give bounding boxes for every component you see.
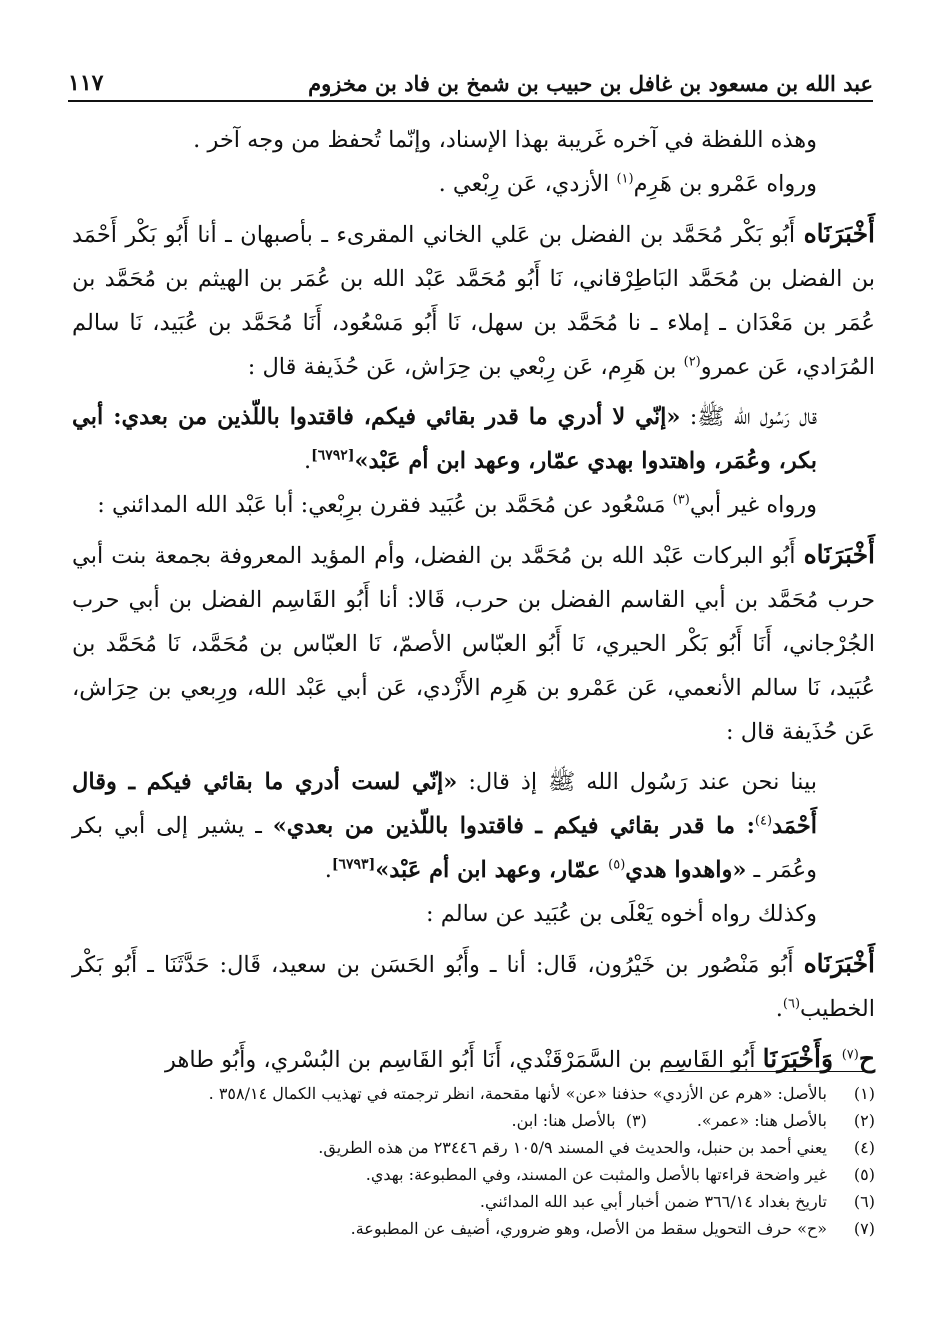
footnote-number: (٤) <box>853 1138 875 1157</box>
paragraph-2-text-a: ورواه عَمْرو بن هَرِم <box>633 171 817 197</box>
hadith-number-6792: [٦٧٩٢] <box>311 447 355 464</box>
footnote-marker-2: (٢) <box>683 354 701 370</box>
footnote-text: بالأصل هنا: «عمر». <box>696 1111 827 1130</box>
isnad-lead-word: أَخْبَرَنَاه <box>803 540 875 569</box>
paragraph-3-text: أَبُو بَكْر مُحَمَّد بن الفضل بن عَلي الخاني المقرىء ـ بأصبهان ـ أنا أَبُو بَكْر أَحْمَد بن الفضل بن مُحَمَّد البَاطِرْقاني، نَا أَبُو مُحَمَّد عَبْد الله بن عُمَر بن الهيثم بن مُحَمَّد بن عُمَر بن مَعْدَان ـ إملاء ـ نا مُحَمَّد بن سهل، نَا أَبُو مَسْعُود، أَنَا مُحَمَّد بن عُبَيد، نَا سالم المُرَادي، عَن عمرو <box>72 222 875 380</box>
footnote-4 <box>160 1134 875 1161</box>
footnote-1 <box>160 1080 875 1107</box>
paragraph-4 <box>72 395 875 483</box>
footnote-7 <box>160 1215 875 1242</box>
footnote-2-3 <box>160 1107 875 1134</box>
paragraph-4-intro: قال رَسُول الله ﷺ: <box>680 404 817 430</box>
footnote-text: «ح» حرف التحويل سقط من الأصل، وهو ضروري، أضيف عن المطبوعة. <box>350 1219 827 1238</box>
paragraph-10-text: أَبُو القَاسِم بن السَّمَرْقَنْدي، أَنَا أَبُو القَاسِم بن البُسْري، وأَبُو طاهر <box>165 1047 763 1073</box>
running-title: عبد الله بن مسعود بن غافل بن حبيب بن شمخ بن فاد بن مخزوم <box>308 71 873 96</box>
footnote-number: (٢) <box>853 1111 875 1130</box>
footnote-text: تاريخ بغداد ٣٦٦/١٤ ضمن أخبار أبي عبد الله المدائني. <box>479 1192 827 1211</box>
isnad-lead-word: أَخْبَرَنَاه <box>803 219 875 248</box>
footnote-6 <box>160 1188 875 1215</box>
footnote-number: (٥) <box>853 1165 875 1184</box>
paragraph-9-end: . <box>775 996 783 1022</box>
page-number: ١١٧ <box>68 70 104 96</box>
paragraph-10 <box>72 1037 875 1082</box>
paragraph-7-aside: ـ يشير إلى أبي بكر وعُمَر ـ <box>72 813 817 883</box>
paragraph-5-text-a: ورواه غير أبي <box>689 492 817 518</box>
paragraph-6 <box>72 533 875 754</box>
footnote-3-inline <box>512 1107 647 1134</box>
footnote-5 <box>160 1161 875 1188</box>
paragraph-7-intro: بينا نحن عند رَسُول الله ﷺ إذ قال: <box>457 769 817 795</box>
paragraph-7 <box>72 760 875 892</box>
paragraph-9 <box>72 942 875 1031</box>
paragraph-8-text: وكذلك رواه أخوه يَعْلَى بن عُبَيد عن سالم : <box>426 901 817 927</box>
paragraph-5-text-b: مَسْعُود عن مُحَمَّد بن عُبَيد فقرن برِبْعي: أبا عَبْد الله المدائني : <box>97 492 673 518</box>
footnote-text: غير واضحة قراءتها بالأصل والمثبت عن المسند، وفي المطبوعة: بهدي. <box>365 1165 827 1184</box>
hadith-text-2d: عمّار، وعهد ابن أم عَبْد» <box>375 857 609 883</box>
footnote-marker-6: (٦) <box>782 996 801 1012</box>
footnote-number: (٣) <box>625 1111 647 1130</box>
footnote-separator <box>665 1071 875 1072</box>
footnote-text: بالأصل: «هرم عن الأزدي» حذفنا «عن» لأنها مقحمة، انظر ترجمته في تهذيب الكمال ٣٥٨/١٤ . <box>208 1084 827 1103</box>
paragraph-4-end: . <box>303 448 312 474</box>
footnote-marker-4: (٤) <box>754 813 773 829</box>
footnotes <box>160 1080 875 1242</box>
paragraph-2-text-b: الأزدي، عَن رِبْعي . <box>438 171 617 197</box>
footnote-marker-1: (١) <box>616 171 634 187</box>
footnote-text-pair <box>160 1107 827 1134</box>
paragraph-5 <box>72 483 875 527</box>
hadith-text-2c: «واهدوا هدي <box>625 857 747 883</box>
paragraph-2 <box>72 162 875 206</box>
paragraph-7-end: . <box>324 857 332 883</box>
footnote-number: (١) <box>853 1084 875 1103</box>
footnote-marker-7: (٧) <box>841 1047 859 1063</box>
paragraph-1-text: وهذه اللفظة في آخره غَريبة بهذا الإسناد، وإنّما تُحفظ من وجه آخر . <box>193 127 817 153</box>
isnad-lead-word: أَخْبَرَنَاه <box>803 949 875 978</box>
footnote-marker-5: (٥) <box>608 857 626 873</box>
paragraph-9-text: أَبُو مَنْصُور بن خَيْرُون، قَال: أنا ـ وأَبُو الحَسَن بن سعيد، قَال: حَدَّثَنَا ـ أَبُو بَكْر الخطيب <box>72 952 875 1022</box>
hadith-text-1: «إنّي لا أدري ما قدر بقائي فيكم، فاقتدوا باللّذين من بعدي: أبي بكر، وعُمَر، واهتدوا بهدي عمّار، وعهد ابن أم عَبْد» <box>72 404 817 474</box>
paragraph-3 <box>72 212 875 389</box>
isnad-lead-word: وَأَخْبَرَنَا <box>762 1044 842 1073</box>
footnote-text: يعني أحمد بن حنبل، والحديث في المسند ١٠٥/٩ رقم ٢٣٤٤٦ من هذه الطريق. <box>318 1138 827 1157</box>
paragraph-8 <box>72 892 875 936</box>
footnote-number: (٦) <box>853 1192 875 1211</box>
paragraph-1 <box>72 118 875 162</box>
hadith-number-6793: [٦٧٩٣] <box>331 856 376 873</box>
hadith-text-2b: : ما قدر بقائي فيكم ـ فاقتدوا باللّذين من بعدي» <box>272 813 755 839</box>
footnote-text: بالأصل هنا: ابن. <box>511 1111 616 1130</box>
main-text <box>72 118 875 1082</box>
hadith-text-2a: «إنّي لست أدري ما بقائي فيكم ـ وقال أَحْمَد <box>72 769 817 839</box>
tahwil-letter: ح <box>858 1044 875 1073</box>
footnote-number: (٧) <box>853 1219 875 1238</box>
footnote-marker-3: (٣) <box>672 492 690 508</box>
page-header <box>68 56 873 102</box>
paragraph-3-end: بن هَرِم، عَن رِبْعي بن حِرَاش، عَن حُذَيفة قال : <box>247 354 684 380</box>
paragraph-6-text: أَبُو البركات عَبْد الله بن مُحَمَّد بن الفضل، وأم المؤيد المعروفة بجمعة بنت أبي حرب مُحَمَّد بن أبي القاسم الفضل بن حرب، قَالا: أنا أَبُو القَاسِم الفضل بن أبي حرب الجُرْجاني، أَنَا أَبُو بَكْر الحيري، نَا أَبُو العبّاس الأصمّ، نَا العبّاس بن مُحَمَّد، نَا مُحَمَّد بن عُبَيد، نَا سالم الأنعمي، عَن عَمْرو بن هَرِم الأَزْدي، عَن أبي عَبْد الله، ورِبعي بن حِرَاش، عَن حُذَيفة قال : <box>72 543 875 745</box>
